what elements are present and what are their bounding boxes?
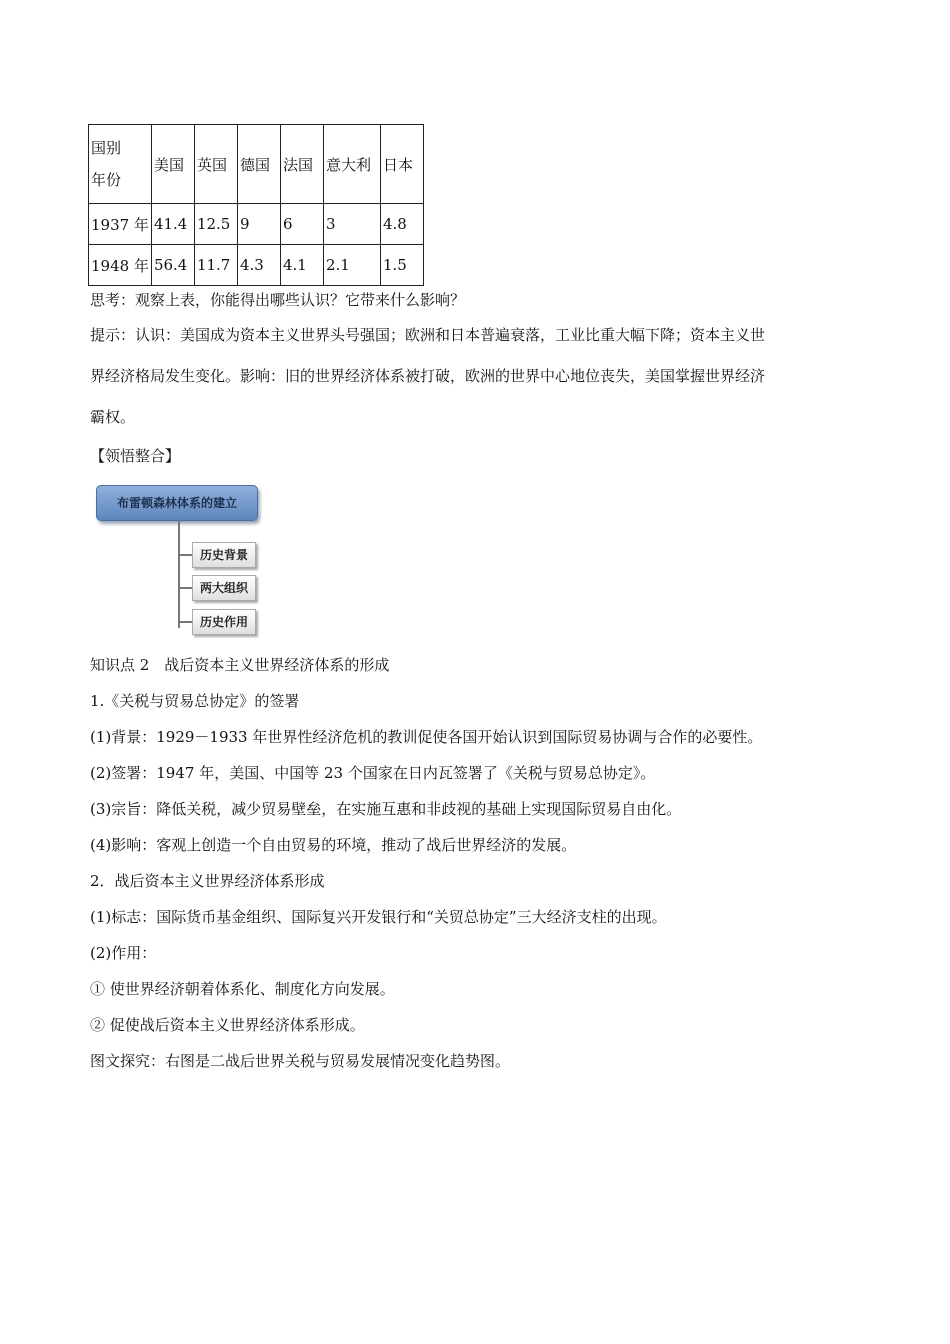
knowledge-point-title: 知识点 2 战后资本主义世界经济体系的形成 xyxy=(90,656,390,674)
bretton-woods-diagram xyxy=(94,480,264,640)
section-integration-title: 【领悟整合】 xyxy=(90,447,181,465)
country-header: 德国 xyxy=(237,125,280,204)
table-header-row xyxy=(89,125,424,204)
figure-explore: 图文探究：右图是二战后世界关税与贸易发展情况变化趋势图。 xyxy=(90,1052,511,1070)
hint-line-3: 霸权。 xyxy=(90,408,136,426)
system-sign: (1)标志：国际货币基金组织、国际复兴开发银行和“关贸总协定”三大经济支柱的出现。 xyxy=(90,908,667,926)
value-cell: 4.1 xyxy=(280,245,323,286)
diagram-connector xyxy=(178,621,192,623)
think-question: 思考：观察上表，你能得出哪些认识？它带来什么影响？ xyxy=(90,291,466,309)
table-row xyxy=(89,204,424,245)
industry-share-table xyxy=(88,124,424,286)
diagram-node-role: 历史作用 xyxy=(192,609,256,635)
value-cell: 4.8 xyxy=(380,204,423,245)
diagram-main-node: 布雷顿森林体系的建立 xyxy=(96,485,258,521)
diagram-node-background: 历史背景 xyxy=(192,542,256,568)
value-cell: 6 xyxy=(280,204,323,245)
value-cell: 11.7 xyxy=(194,245,237,286)
country-header: 英国 xyxy=(194,125,237,204)
system-role-1: ① 使世界经济朝着体系化、制度化方向发展。 xyxy=(90,980,395,998)
country-header: 日本 xyxy=(380,125,423,204)
value-cell: 4.3 xyxy=(237,245,280,286)
value-cell: 1.5 xyxy=(380,245,423,286)
gatt-purpose: (3)宗旨：降低关税，减少贸易壁垒，在实施互惠和非歧视的基础上实现国际贸易自由化。 xyxy=(90,800,682,818)
year-cell: 1948 年 xyxy=(89,245,152,286)
value-cell: 9 xyxy=(237,204,280,245)
country-header: 美国 xyxy=(151,125,194,204)
system-role-2: ② 促使战后资本主义世界经济体系形成。 xyxy=(90,1016,365,1034)
diagram-node-organizations: 两大组织 xyxy=(192,575,256,601)
diagram-connector xyxy=(178,554,192,556)
gatt-signing: (2)签署：1947 年，美国、中国等 23 个国家在日内瓦签署了《关税与贸易总协定》。 xyxy=(90,764,656,782)
diagram-connector xyxy=(178,520,180,628)
year-cell: 1937 年 xyxy=(89,204,152,245)
gatt-impact: (4)影响：客观上创造一个自由贸易的环境，推动了战后世界经济的发展。 xyxy=(90,836,577,854)
hint-line-2: 界经济格局发生变化。影响：旧的世界经济体系被打破，欧洲的世界中心地位丧失，美国掌握世界经济 xyxy=(90,367,766,385)
country-header: 法国 xyxy=(280,125,323,204)
value-cell: 3 xyxy=(323,204,380,245)
table-corner-cell xyxy=(89,125,152,204)
gatt-background: (1)背景：1929－1933 年世界性经济危机的教训促使各国开始认识到国际贸易协调与合作的必要性。 xyxy=(90,728,763,746)
value-cell: 12.5 xyxy=(194,204,237,245)
country-header: 意大利 xyxy=(323,125,380,204)
value-cell: 2.1 xyxy=(323,245,380,286)
system-role: (2)作用： xyxy=(90,944,157,962)
corner-year-label: 年份 xyxy=(91,171,122,189)
gatt-heading: 1.《关税与贸易总协定》的签署 xyxy=(90,692,300,710)
corner-country-label: 国别 xyxy=(91,139,122,157)
diagram-connector xyxy=(178,587,192,589)
value-cell: 41.4 xyxy=(151,204,194,245)
system-heading: 2．战后资本主义世界经济体系形成 xyxy=(90,872,325,890)
table-row xyxy=(89,245,424,286)
value-cell: 56.4 xyxy=(151,245,194,286)
hint-line-1: 提示：认识：美国成为资本主义世界头号强国；欧洲和日本普遍衰落，工业比重大幅下降；资本主义世 xyxy=(90,326,766,344)
